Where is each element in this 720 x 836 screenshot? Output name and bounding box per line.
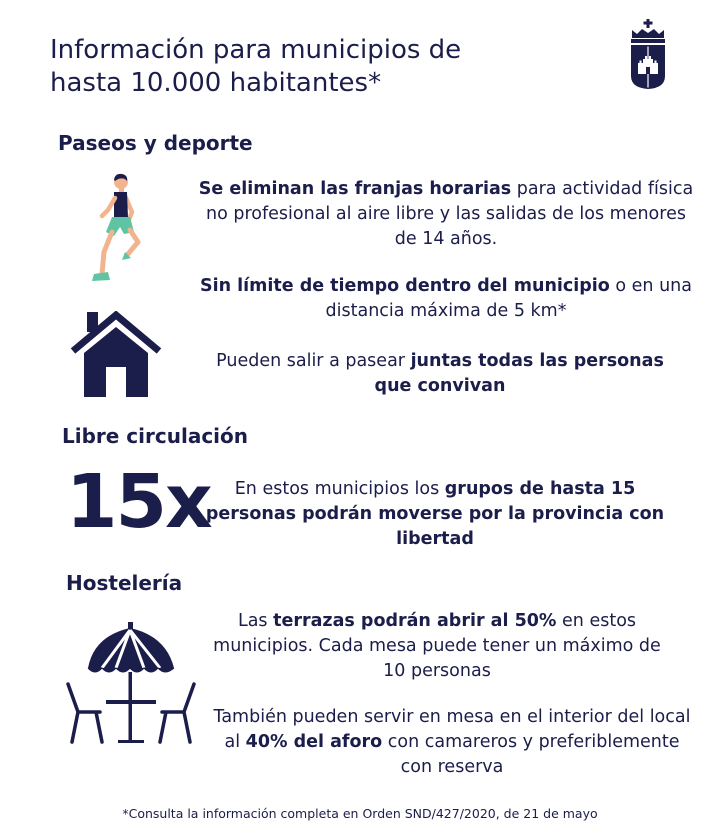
parasol-table-chairs-icon [64, 622, 198, 744]
section-heading-hosteleria: Hostelería [66, 571, 183, 595]
runner-icon [84, 170, 150, 290]
castle-emblem-icon [626, 18, 670, 90]
page-title [50, 34, 570, 100]
hosteleria-p2-rest: con camareros y preferiblemente con reserva [382, 732, 680, 777]
paseos-p1-bold: Se eliminan las franjas horarias [198, 179, 512, 199]
paseos-paragraph-2 [196, 274, 696, 324]
paseos-p2-rest: o en una distancia máxima de 5 km* [325, 276, 692, 321]
section-heading-paseos: Paseos y deporte [58, 131, 253, 155]
title-line-2: hasta 10.000 habitantes* [50, 68, 382, 98]
paseos-p3-bold: juntas todas las personas que convivan [374, 351, 664, 396]
hosteleria-p1-bold: terrazas podrán abrir al 50% [273, 611, 557, 631]
hosteleria-paragraph-1 [212, 609, 662, 684]
paseos-paragraph-3 [210, 349, 670, 399]
fifteen-x-figure: 15x [66, 459, 211, 545]
hosteleria-p2-bold: 40% del aforo [245, 732, 383, 752]
libre-p1-bold: grupos de hasta 15 personas podrán moverse por la provincia con libertad [205, 479, 665, 549]
hosteleria-paragraph-2 [212, 705, 692, 780]
footnote: *Consulta la información completa en Orden SND/427/2020, de 21 de mayo [122, 806, 598, 821]
hosteleria-p1-rest: en estos municipios. Cada mesa puede tener un máximo de 10 personas [213, 611, 661, 681]
paseos-p3-pre: Pueden salir a pasear [216, 351, 411, 371]
hosteleria-p2-pre: También pueden servir en mesa en el interior del local al [213, 707, 691, 752]
title-line-1: Información para municipios de [50, 35, 462, 65]
paseos-p1-rest: para actividad física no profesional al aire libre y las salidas de los menores de 14 años. [206, 179, 694, 249]
house-icon [70, 311, 162, 399]
paseos-paragraph-1 [196, 177, 696, 252]
libre-p1-pre: En estos municipios los [234, 479, 445, 499]
hosteleria-p1-pre: Las [237, 611, 274, 631]
libre-paragraph-1 [200, 477, 670, 552]
paseos-p2-bold: Sin límite de tiempo dentro del municipio [199, 276, 610, 296]
section-heading-libre: Libre circulación [62, 424, 249, 448]
